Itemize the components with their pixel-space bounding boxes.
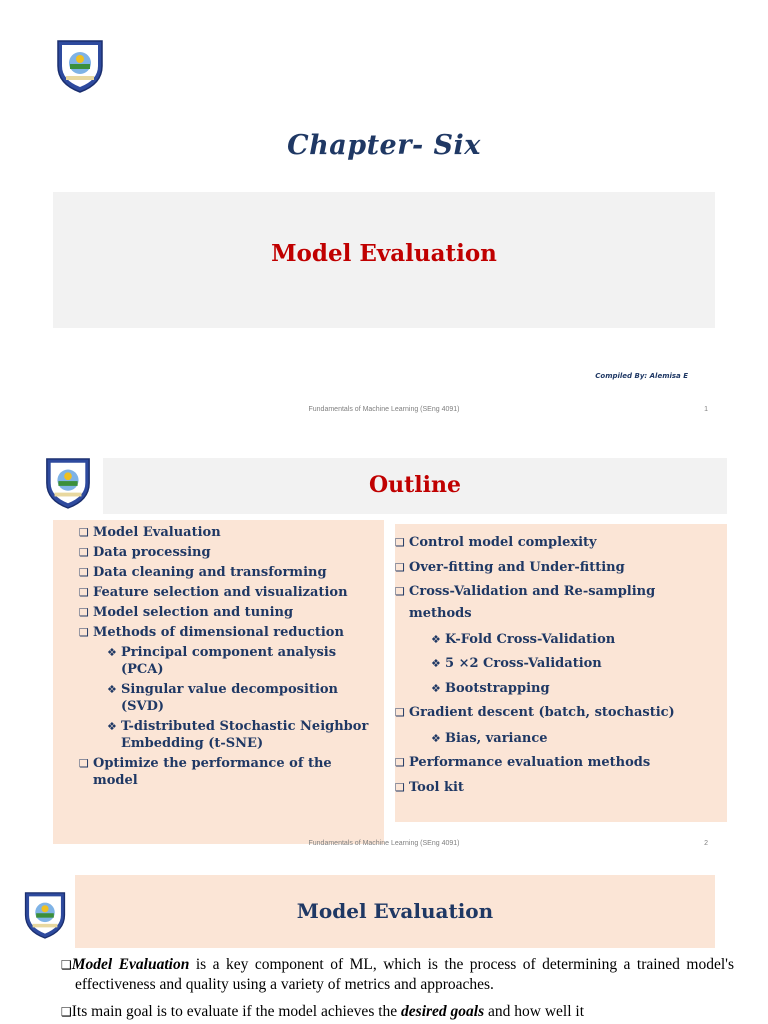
- checkbox-bullet-icon: ❑: [61, 958, 72, 972]
- paragraph-text: Its main goal is to evaluate if the model achieves the: [71, 1003, 402, 1020]
- list-item: ❖ T-distributed Stochastic Neighbor Embedding (t-SNE): [77, 718, 376, 752]
- list-item: ❑ Optimize the performance of the model: [77, 755, 376, 789]
- page-number: 1: [704, 406, 708, 413]
- outline-title: Outline: [368, 472, 462, 498]
- paragraph-text: is a key component of ML, which is the process of determining a trained model's effectiveness and quality using a variety of metrics and approaches.: [75, 956, 734, 993]
- list-item: ❖ Principal component analysis (PCA): [77, 644, 376, 678]
- university-seal-logo-icon: [54, 38, 106, 94]
- compiled-by: Compiled By: Alemisa E: [595, 372, 688, 380]
- list-item: ❖ 5 ×2 Cross-Validation: [431, 653, 719, 674]
- list-item: ❑ Data cleaning and transforming: [77, 564, 376, 581]
- list-item: ❑ Control model complexity: [395, 532, 719, 553]
- paragraph: [61, 955, 734, 994]
- section-header-band: [75, 875, 715, 948]
- slide-1: [0, 0, 768, 432]
- list-item: ❑ Over-fitting and Under-fitting: [395, 557, 719, 578]
- university-seal-logo-icon: [43, 456, 93, 510]
- section-title: Model Evaluation: [296, 899, 494, 923]
- checkbox-bullet-icon: ❑: [61, 1005, 72, 1019]
- main-title: Model Evaluation: [271, 240, 497, 267]
- emphasis: desired goals: [401, 1003, 485, 1020]
- chapter-title: Chapter- Six: [287, 130, 481, 161]
- list-item: ❑ Gradient descent (batch, stochastic): [395, 702, 719, 724]
- slide-3: [0, 866, 768, 1024]
- emphasis: Model Evaluation: [71, 956, 190, 973]
- list-item: ❑ Performance evaluation methods: [395, 752, 719, 773]
- list-item: ❑ Data processing: [77, 544, 376, 561]
- list-item: ❑ Methods of dimensional reduction: [77, 624, 376, 641]
- list-item: ❑ Tool kit: [395, 777, 719, 798]
- list-item: ❑ Model selection and tuning: [77, 604, 376, 621]
- university-seal-logo-icon: [22, 890, 68, 940]
- title-box: [53, 192, 715, 328]
- slide-footer: Fundamentals of Machine Learning (SEng 4091): [308, 406, 460, 413]
- outline-left-column: [53, 520, 384, 844]
- page-number: 2: [704, 840, 708, 847]
- paragraph-text: and how well it: [484, 1003, 585, 1020]
- outline-header-band: [103, 458, 727, 514]
- list-item: ❖ Bias, variance: [431, 728, 719, 749]
- list-item: ❑ Model Evaluation: [77, 524, 376, 541]
- paragraph: [61, 1002, 734, 1022]
- slide-footer: Fundamentals of Machine Learning (SEng 4091): [308, 840, 460, 847]
- list-item: ❖ K-Fold Cross-Validation: [431, 629, 719, 650]
- outline-right-column: [395, 524, 727, 822]
- list-item: ❖ Singular value decomposition (SVD): [77, 681, 376, 715]
- slide-2: [0, 442, 768, 860]
- list-item: ❖ Bootstrapping: [431, 678, 719, 699]
- list-item: ❑ Feature selection and visualization: [77, 584, 376, 601]
- list-item: ❑ Cross-Validation and Re-sampling methods: [395, 581, 719, 625]
